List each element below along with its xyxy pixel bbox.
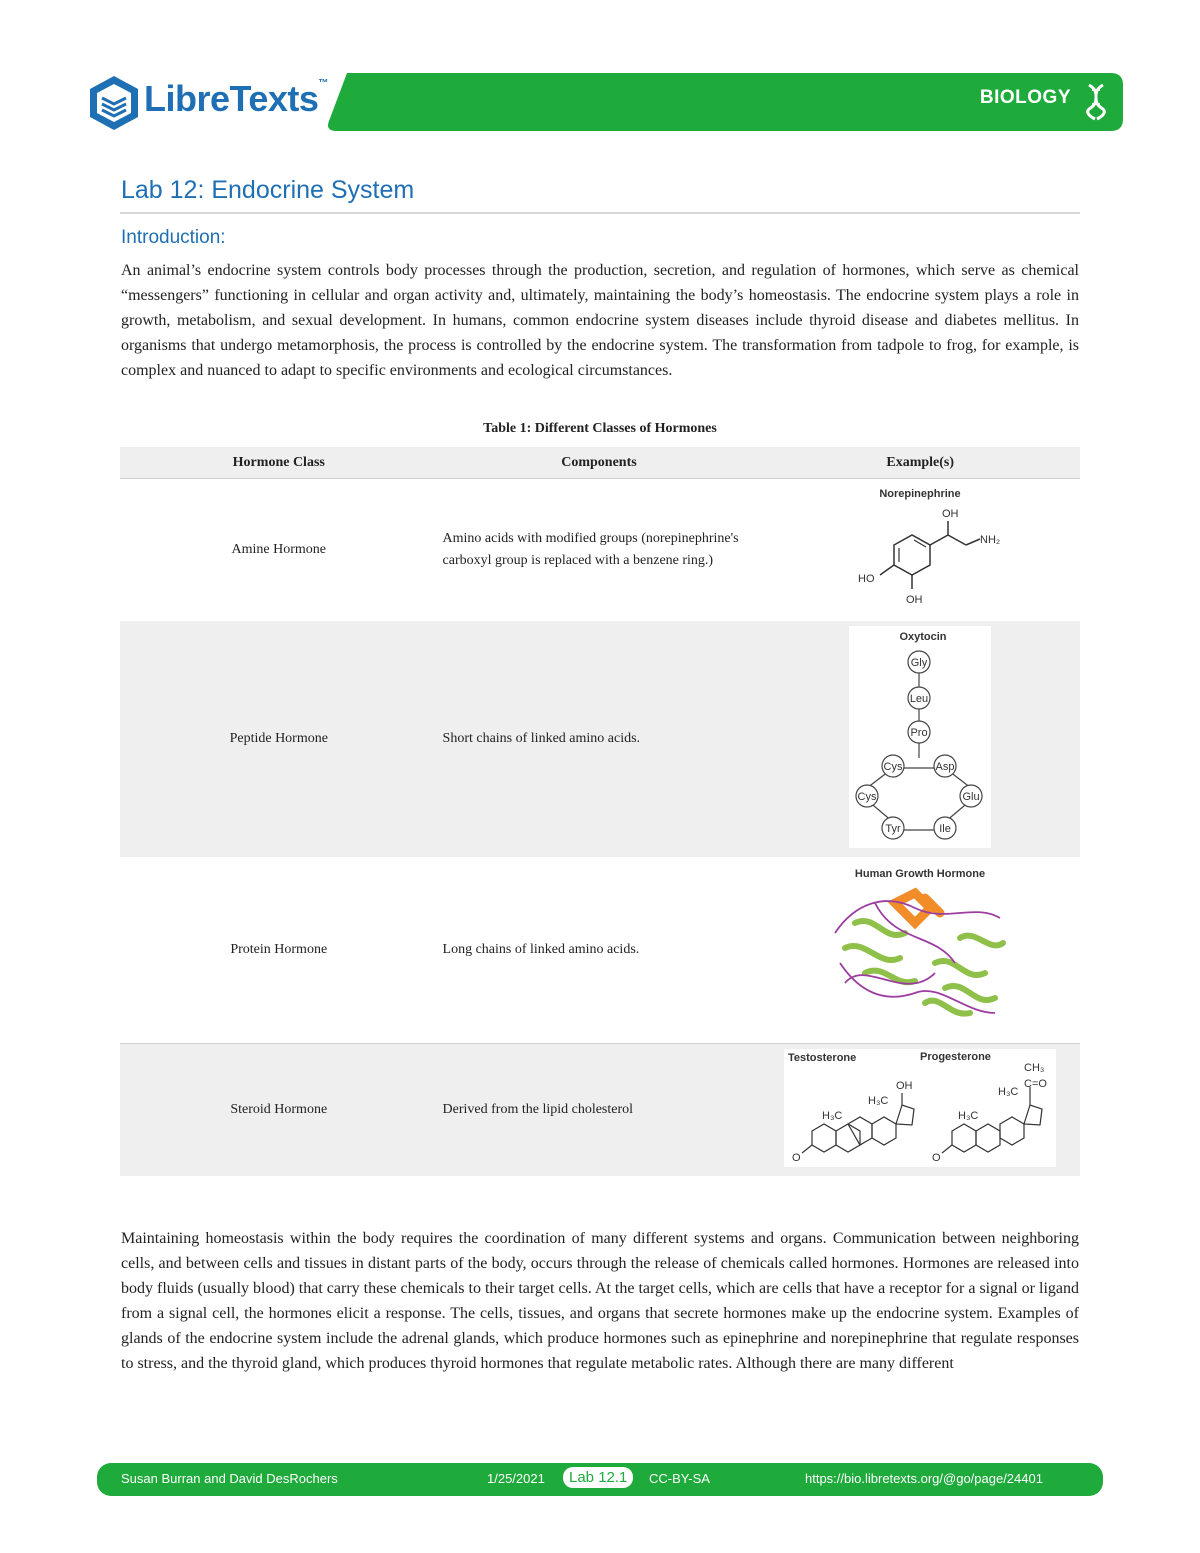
- table-row: [120, 621, 1080, 857]
- hormone-table: [120, 447, 1080, 1176]
- svg-text:HO: HO: [858, 572, 875, 585]
- svg-text:OH: OH: [896, 1079, 913, 1092]
- page-title: Lab 12: Endocrine System: [121, 176, 415, 204]
- svg-text:Human Growth Hormone: Human Growth Hormone: [855, 867, 986, 880]
- table-header-row: [120, 447, 1080, 479]
- example-cell: [760, 857, 1080, 1044]
- hormone-class-cell: Steroid Hormone: [120, 1044, 438, 1177]
- svg-text:Gly: Gly: [910, 656, 928, 669]
- body-paragraph: Maintaining homeostasis within the body requires the coordination of many different systems and organs. Communication between neighboring cells, and between cells and tissues in distant parts of the body, occurs through the release of chemicals called hormones. Hormones are released into body fluids (usually blood) that carry these chemicals to their target cells. At the target cells, which are cells that have a receptor for a signal or ligand from a signal cell, the hormones elicit a response. The cells, tissues, and organs that secrete hormones make up the endocrine system. Examples of glands of the endocrine system include the adrenal glands, which produce hormones such as epinephrine and norepinephrine that regulate responses to stress, and the thyroid gland, which produces thyroid hormones that regulate metabolic rates. Although there are many different: [121, 1230, 1079, 1372]
- svg-text:Testosterone: Testosterone: [788, 1051, 857, 1064]
- footer-authors: Susan Burran and David DesRochers: [121, 1471, 338, 1486]
- svg-text:H₃C: H₃C: [998, 1085, 1019, 1098]
- libretexts-book-icon: [88, 74, 140, 132]
- footer-date: 1/25/2021: [487, 1471, 545, 1486]
- growth-hormone-structure: [825, 863, 1015, 1033]
- dna-icon: [1081, 83, 1111, 121]
- column-header: Hormone Class: [120, 447, 438, 479]
- components-cell: Derived from the lipid cholesterol: [438, 1044, 761, 1177]
- example-cell: [760, 621, 1080, 857]
- table-caption: Table 1: Different Classes of Hormones: [483, 421, 717, 436]
- column-header: Example(s): [760, 447, 1080, 479]
- svg-text:O: O: [792, 1151, 801, 1164]
- svg-text:Glu: Glu: [962, 790, 980, 803]
- svg-text:Ile: Ile: [939, 822, 952, 835]
- title-divider: [120, 212, 1080, 214]
- column-header: Components: [438, 447, 761, 479]
- svg-text:Pro: Pro: [910, 726, 928, 739]
- footer-url-link[interactable]: https://bio.libretexts.org/@go/page/24401: [805, 1471, 1043, 1486]
- subject-label[interactable]: BIOLOGY: [979, 87, 1071, 108]
- example-cell: [760, 479, 1080, 622]
- table-row: [120, 479, 1080, 622]
- oxytocin-structure: [849, 626, 991, 848]
- components-cell: Amino acids with modified groups (norepinephrine's carboxyl group is replaced with a benzene ring.): [438, 479, 761, 622]
- svg-text:O: O: [932, 1151, 941, 1164]
- svg-text:NH₂: NH₂: [980, 533, 1001, 546]
- svg-text:OH: OH: [942, 507, 959, 520]
- svg-text:OH: OH: [906, 593, 923, 606]
- components-cell: Short chains of linked amino acids.: [438, 621, 761, 857]
- svg-text:H₃C: H₃C: [958, 1109, 979, 1122]
- svg-text:Tyr: Tyr: [885, 822, 901, 835]
- intro-paragraph: An animal’s endocrine system controls body processes through the production, secretion, and regulation of hormones, which serve as chemical “messengers” functioning in cellular and organ activity and, ultimately, maintaining the body’s homeostasis. The endocrine system plays a role in growth, metabolism, and sexual development. In humans, common endocrine system diseases include thyroid disease and diabetes mellitus. In organisms that undergo metamorphosis, the process is controlled by the endocrine system. The transformation from tadpole to frog, for example, is complex and nuanced to adapt to specific environments and ecological circumstances.: [121, 262, 1079, 379]
- svg-text:Leu: Leu: [910, 692, 929, 705]
- hormone-class-cell: Protein Hormone: [120, 857, 438, 1044]
- subject-banner: [325, 73, 1123, 131]
- svg-text:H₃C: H₃C: [868, 1094, 889, 1107]
- hormone-class-cell: Amine Hormone: [120, 479, 438, 622]
- steroid-structures: [784, 1049, 1056, 1167]
- example-cell: [760, 1044, 1080, 1177]
- svg-text:C=O: C=O: [1024, 1077, 1048, 1090]
- table-row: [120, 857, 1080, 1044]
- lab-badge: Lab 12.1: [563, 1467, 633, 1488]
- section-heading: Introduction:: [121, 227, 226, 248]
- svg-text:Cys: Cys: [857, 790, 877, 803]
- hormone-class-cell: Peptide Hormone: [120, 621, 438, 857]
- svg-text:Progesterone: Progesterone: [920, 1050, 992, 1063]
- svg-text:H₃C: H₃C: [822, 1109, 843, 1122]
- footer-license[interactable]: CC-BY-SA: [649, 1471, 710, 1486]
- svg-text:CH₃: CH₃: [1024, 1061, 1045, 1074]
- table-row: [120, 1044, 1080, 1177]
- svg-text:Oxytocin: Oxytocin: [899, 630, 947, 643]
- logo-wordmark: LibreTexts™: [144, 78, 328, 119]
- norepinephrine-structure: [830, 483, 1010, 613]
- svg-text:Asp: Asp: [935, 760, 955, 773]
- libretexts-logo[interactable]: [88, 74, 328, 134]
- example-title: Norepinephrine: [879, 487, 961, 500]
- page-footer: [97, 1463, 1103, 1496]
- components-cell: Long chains of linked amino acids.: [438, 857, 761, 1044]
- svg-text:Cys: Cys: [883, 760, 903, 773]
